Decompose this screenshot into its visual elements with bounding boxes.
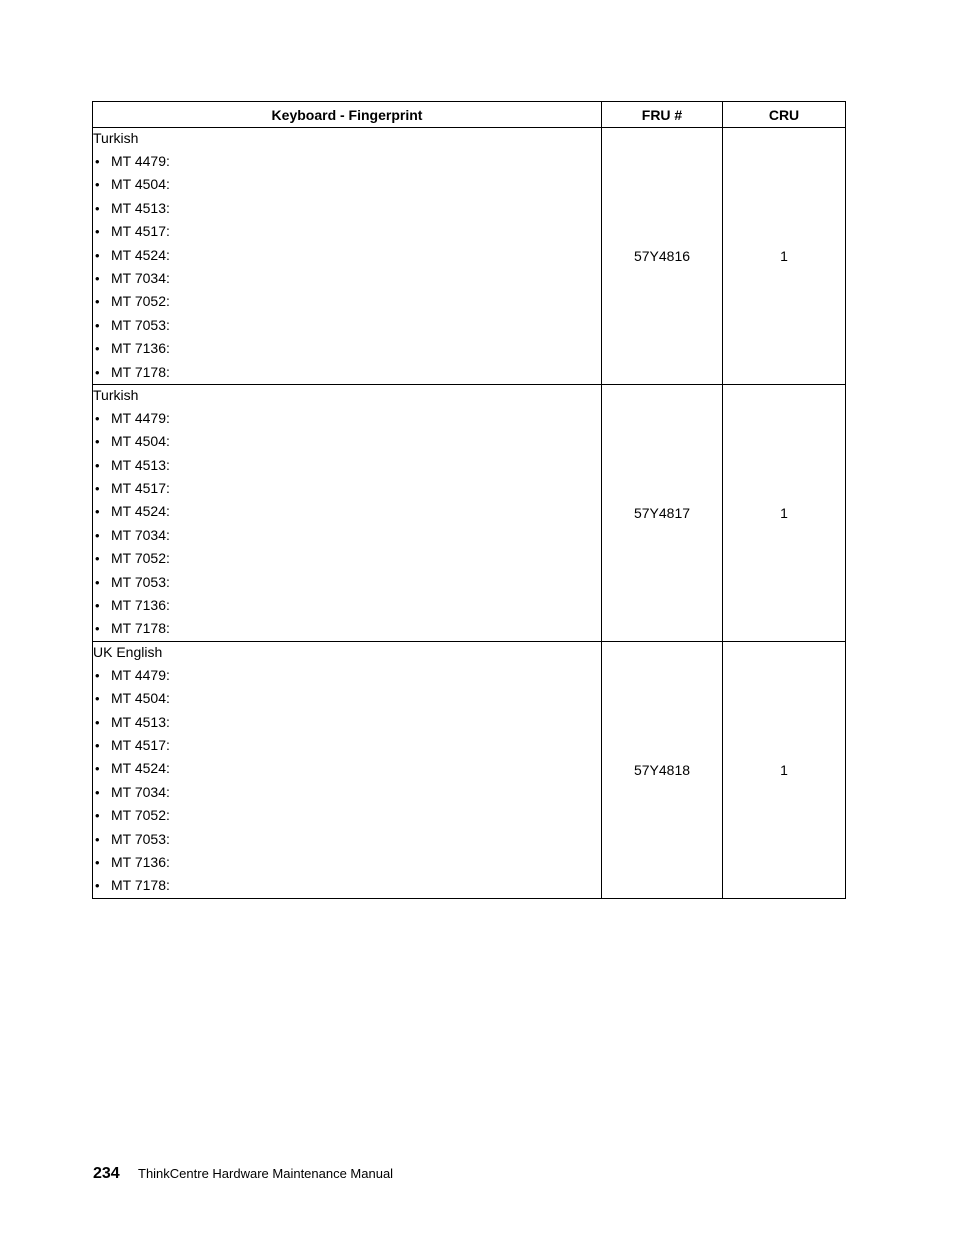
bullet-icon: • [95, 878, 100, 894]
list-item [93, 430, 601, 453]
machine-type: MT 7052: [111, 293, 170, 310]
machine-type: MT 4517: [111, 223, 170, 240]
bullet-icon: • [95, 177, 100, 193]
bullet-icon: • [95, 154, 100, 169]
list-item [93, 361, 601, 384]
machine-type: MT 7053: [111, 316, 170, 333]
fru-number: 57Y4817 [602, 384, 723, 641]
list-item [93, 337, 601, 360]
machine-type: MT 4517: [111, 480, 170, 497]
table-row [93, 641, 846, 898]
bullet-icon: • [95, 667, 100, 683]
machine-type-list [93, 150, 601, 384]
bullet-icon: • [95, 714, 100, 730]
machine-type: MT 7178: [111, 620, 170, 637]
list-item [93, 524, 601, 547]
table-body [93, 128, 846, 899]
machine-type: MT 7136: [111, 853, 170, 870]
cru-tier: 1 [723, 384, 846, 641]
list-item [93, 407, 601, 430]
machine-type: MT 4504: [111, 176, 170, 193]
list-item [93, 851, 601, 874]
machine-type: MT 7053: [111, 573, 170, 590]
list-item [93, 594, 601, 617]
manual-title: ThinkCentre Hardware Maintenance Manual [138, 1166, 394, 1181]
machine-type: MT 4513: [111, 199, 170, 216]
machine-type: MT 7136: [111, 597, 170, 614]
fru-number: 57Y4816 [602, 128, 723, 385]
bullet-icon: • [95, 294, 100, 310]
machine-type-list [93, 407, 601, 641]
keyboard-language: Turkish [93, 130, 139, 146]
fru-table [92, 101, 846, 899]
bullet-icon: • [95, 761, 100, 777]
description-cell [93, 641, 602, 898]
machine-type: MT 7178: [111, 363, 170, 380]
cru-tier: 1 [723, 641, 846, 898]
bullet-icon: • [95, 341, 100, 357]
machine-type: MT 4513: [111, 713, 170, 730]
bullet-icon: • [95, 247, 100, 263]
bullet-icon: • [95, 527, 100, 543]
bullet-icon: • [95, 621, 100, 637]
table-row [93, 384, 846, 641]
bullet-icon: • [95, 808, 100, 824]
machine-type: MT 7034: [111, 783, 170, 800]
machine-type: MT 4524: [111, 760, 170, 777]
bullet-icon: • [95, 574, 100, 590]
list-item [93, 267, 601, 290]
bullet-icon: • [95, 410, 100, 426]
machine-type: MT 4517: [111, 736, 170, 753]
page-footer [93, 1165, 393, 1185]
bullet-icon: • [95, 854, 100, 870]
list-item [93, 477, 601, 500]
machine-type-list [93, 664, 601, 898]
cru-tier: 1 [723, 128, 846, 385]
machine-type: MT 4479: [111, 153, 170, 169]
list-item [93, 687, 601, 710]
list-item [93, 781, 601, 804]
bullet-icon: • [95, 270, 100, 286]
machine-type: MT 4479: [111, 409, 170, 426]
table-row [93, 128, 846, 385]
machine-type: MT 7053: [111, 830, 170, 847]
list-item [93, 571, 601, 594]
list-item [93, 711, 601, 734]
list-item [93, 290, 601, 313]
list-item [93, 150, 601, 173]
machine-type: MT 7178: [111, 877, 170, 894]
list-item [93, 804, 601, 827]
list-item [93, 220, 601, 243]
bullet-icon: • [95, 481, 100, 497]
machine-type: MT 4524: [111, 503, 170, 520]
description-cell [93, 384, 602, 641]
header-cru: CRU [723, 102, 846, 128]
list-item [93, 617, 601, 640]
table-header-row [93, 102, 846, 128]
machine-type: MT 4504: [111, 690, 170, 707]
bullet-icon: • [95, 831, 100, 847]
bullet-icon: • [95, 457, 100, 473]
machine-type: MT 7034: [111, 269, 170, 286]
keyboard-language: Turkish [93, 386, 139, 403]
machine-type: MT 4513: [111, 456, 170, 473]
list-item [93, 757, 601, 780]
machine-type: MT 7052: [111, 550, 170, 567]
list-item [93, 454, 601, 477]
machine-type: MT 7052: [111, 807, 170, 824]
description-cell [93, 128, 602, 385]
machine-type: MT 4524: [111, 246, 170, 263]
bullet-icon: • [95, 200, 100, 216]
header-fru: FRU # [602, 102, 723, 128]
list-item [93, 173, 601, 196]
machine-type: MT 7136: [111, 340, 170, 357]
list-item [93, 734, 601, 757]
bullet-icon: • [95, 504, 100, 520]
keyboard-language: UK English [93, 643, 163, 660]
machine-type: MT 4504: [111, 433, 170, 450]
bullet-icon: • [95, 317, 100, 333]
bullet-icon: • [95, 224, 100, 240]
list-item [93, 500, 601, 523]
list-item [93, 547, 601, 570]
header-description: Keyboard - Fingerprint [93, 102, 602, 128]
list-item [93, 664, 601, 687]
list-item [93, 874, 601, 897]
list-item [93, 244, 601, 267]
bullet-icon: • [95, 598, 100, 614]
bullet-icon: • [95, 364, 100, 380]
machine-type: MT 4479: [111, 666, 170, 683]
bullet-icon: • [95, 691, 100, 707]
page-number: 234 [93, 1165, 120, 1182]
machine-type: MT 7034: [111, 526, 170, 543]
bullet-icon: • [95, 737, 100, 753]
bullet-icon: • [95, 784, 100, 800]
list-item [93, 197, 601, 220]
bullet-icon: • [95, 434, 100, 450]
fru-number: 57Y4818 [602, 641, 723, 898]
list-item [93, 828, 601, 851]
bullet-icon: • [95, 551, 100, 567]
list-item [93, 314, 601, 337]
